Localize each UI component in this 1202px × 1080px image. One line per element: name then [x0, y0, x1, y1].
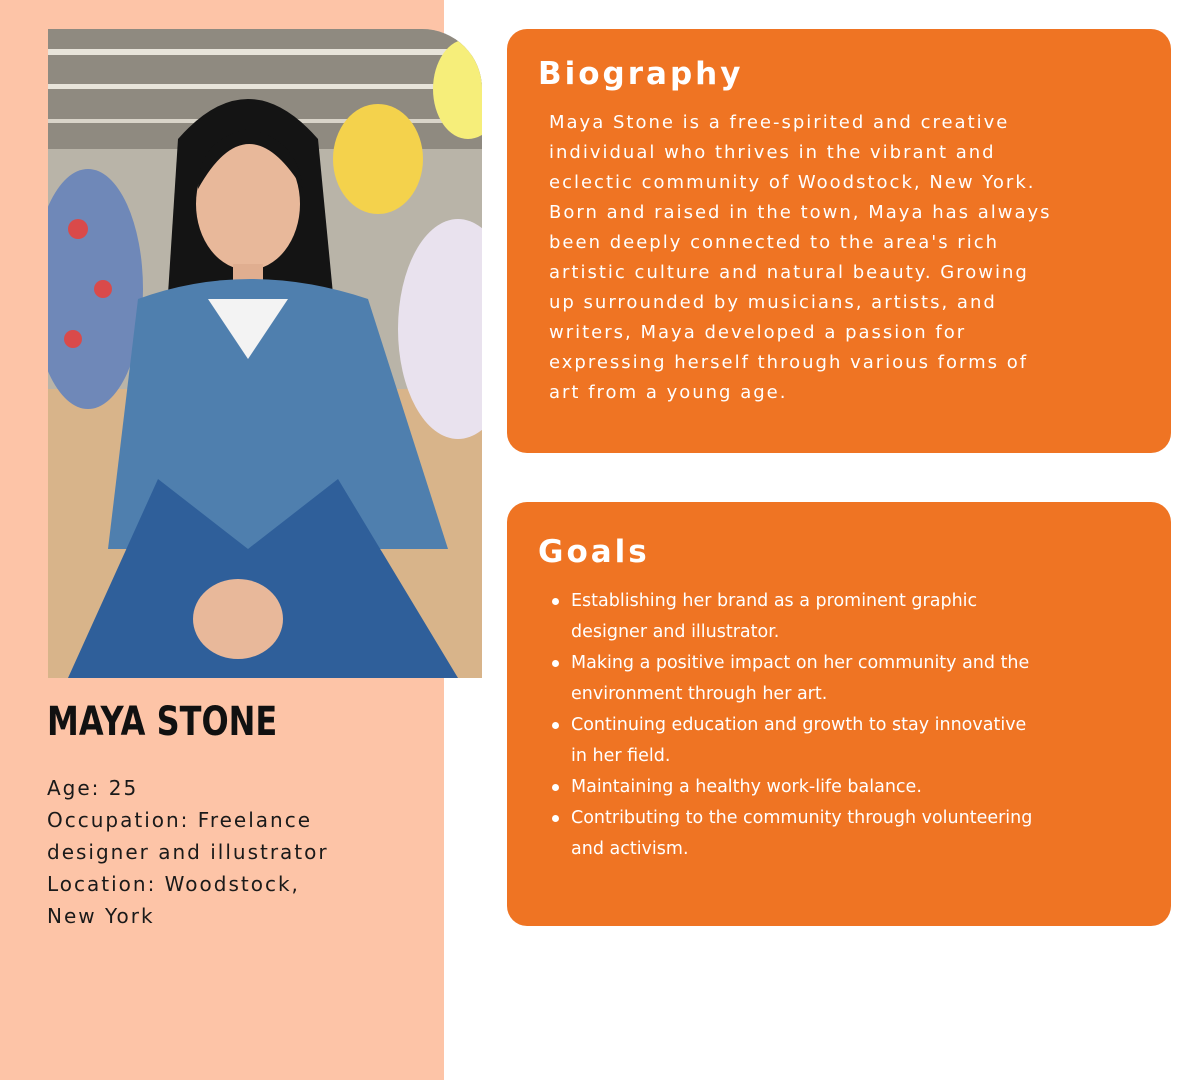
- biography-text: [549, 108, 1149, 408]
- detail-line: designer and illustrator: [47, 840, 329, 864]
- biography-line: Maya Stone is a free-spirited and creative: [549, 112, 1010, 133]
- goal-text: designer and illustrator.: [571, 622, 780, 642]
- persona-details: [47, 772, 437, 932]
- biography-line: individual who thrives in the vibrant and: [549, 142, 996, 163]
- biography-line: eclectic community of Woodstock, New York.: [549, 172, 1036, 193]
- biography-line: expressing herself through various forms of: [549, 352, 1029, 373]
- profile-photo: [48, 29, 482, 678]
- biography-line: up surrounded by musicians, artists, and: [549, 292, 997, 313]
- bullet-icon: [552, 660, 559, 667]
- goal-text: Establishing her brand as a prominent graphic: [571, 591, 978, 611]
- goals-heading: Goals: [538, 534, 650, 570]
- goal-item: [549, 772, 1149, 803]
- goal-text: Making a positive impact on her community and the: [571, 653, 1030, 673]
- biography-line: art from a young age.: [549, 382, 788, 403]
- goal-item: [549, 648, 1149, 710]
- biography-line: Born and raised in the town, Maya has always: [549, 202, 1052, 223]
- portrait-illustration: [48, 29, 482, 678]
- biography-heading: Biography: [538, 56, 744, 92]
- bullet-icon: [552, 722, 559, 729]
- goals-card: [507, 502, 1171, 926]
- profile-panel: [0, 0, 444, 1080]
- bullet-icon: [552, 784, 559, 791]
- goal-text: and activism.: [571, 839, 689, 859]
- goal-item: [549, 710, 1149, 772]
- goal-text: in her field.: [571, 746, 671, 766]
- goal-text: Maintaining a healthy work-life balance.: [571, 777, 922, 797]
- goal-item: [549, 803, 1149, 865]
- detail-line: Occupation: Freelance: [47, 808, 312, 832]
- goal-item: [549, 586, 1149, 648]
- goals-list: [549, 586, 1149, 865]
- persona-name: MAYA STONE: [47, 699, 278, 745]
- biography-line: writers, Maya developed a passion for: [549, 322, 967, 343]
- detail-line: Location: Woodstock,: [47, 872, 300, 896]
- detail-line: New York: [47, 904, 155, 928]
- biography-line: artistic culture and natural beauty. Growing: [549, 262, 1029, 283]
- goal-text: Continuing education and growth to stay innovative: [571, 715, 1027, 735]
- bullet-icon: [552, 815, 559, 822]
- bullet-icon: [552, 598, 559, 605]
- goal-text: environment through her art.: [571, 684, 828, 704]
- biography-line: been deeply connected to the area's rich: [549, 232, 1000, 253]
- biography-card: [507, 29, 1171, 453]
- goal-text: Contributing to the community through volunteering: [571, 808, 1033, 828]
- detail-line: Age: 25: [47, 776, 139, 800]
